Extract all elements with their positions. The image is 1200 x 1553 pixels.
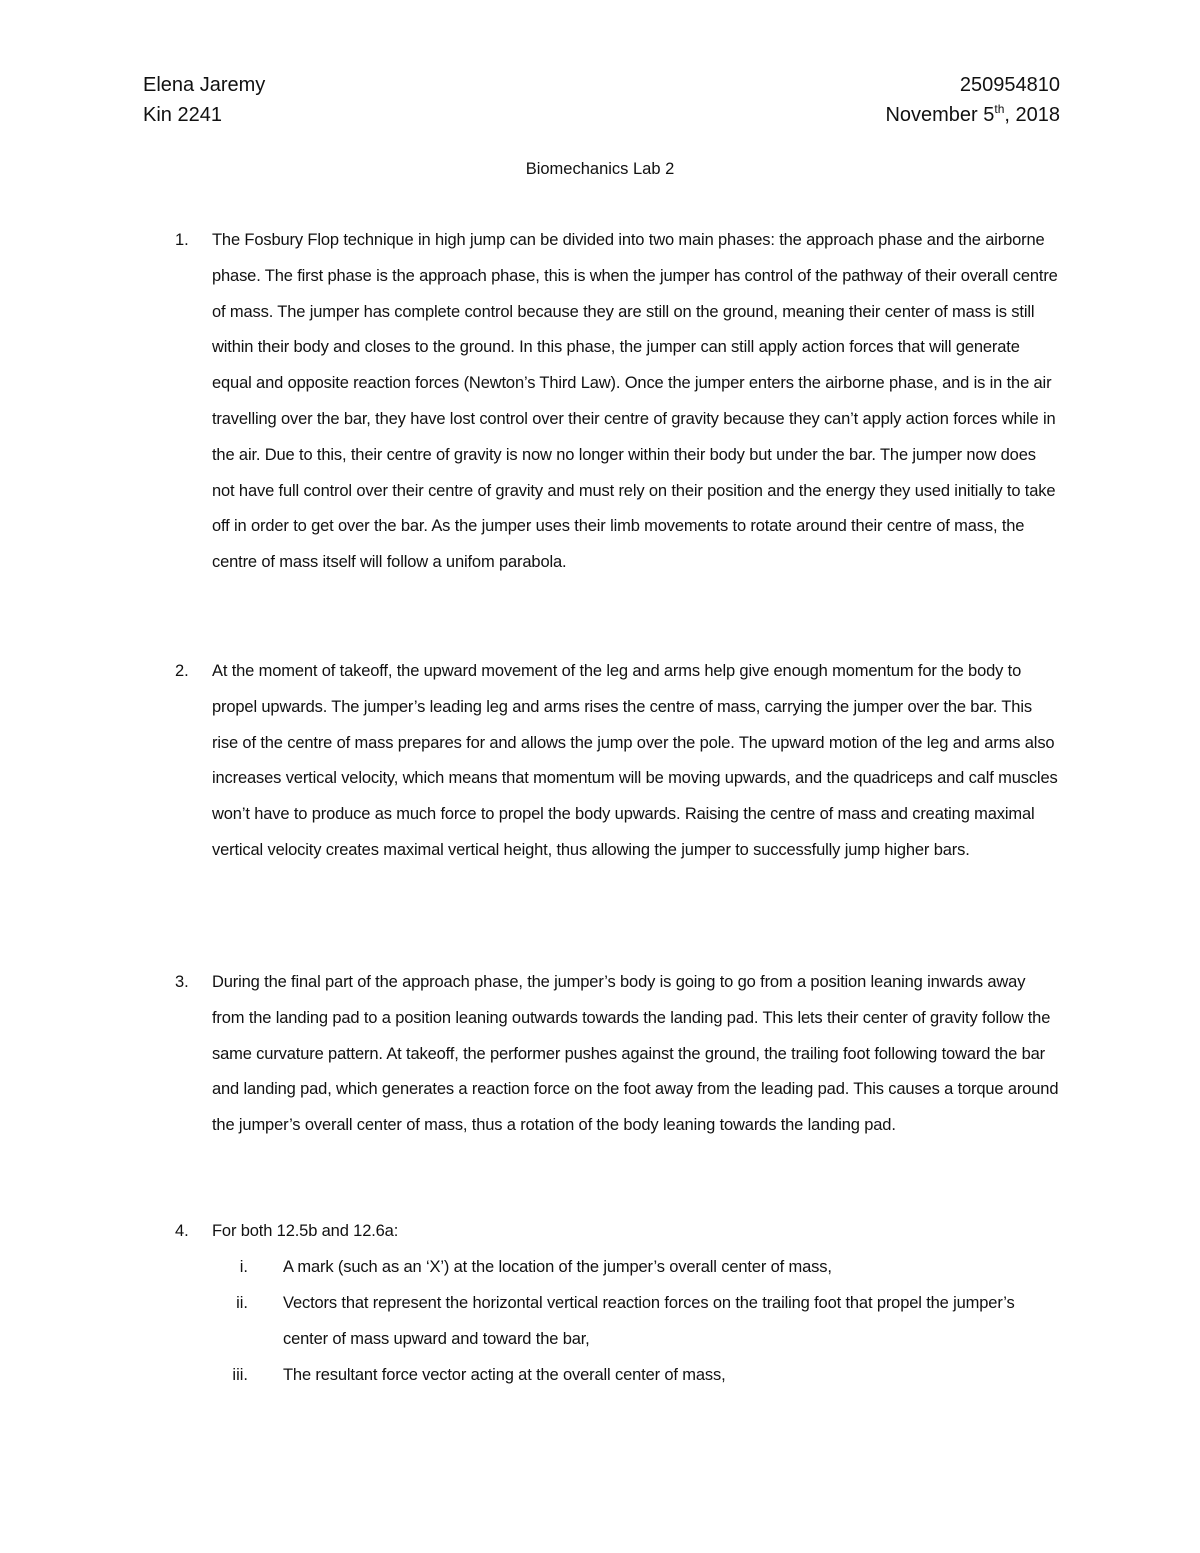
list-item-text: The Fosbury Flop technique in high jump can be divided into two main phases: the approach phase and the airborne phase. The first phase is the approach phase, this is when the jumper has control of the pathway of their overall centre of mass. The jumper has complete control because they are still on the ground, meaning their center of mass is still within their body and closes to the ground. In this phase, the jumper can still apply action forces that will generate equal and opposite reaction forces (Newton’s Third Law). Once the jumper enters the airborne phase, and is in the air travelling over the bar, they have lost control over their centre of gravity because they can’t apply action forces while in the air. Due to this, their centre of gravity is now no longer within their body but under the bar. The jumper now does not have full control over their centre of gravity and must rely on their position and the energy they used initially to take off in order to get over the bar. As the jumper uses their limb movements to rotate around their centre of mass, the centre of mass itself will follow a unifom parabola. [212, 231, 1058, 572]
document-title: Biomechanics Lab 2 [525, 160, 675, 178]
list-item-text: For both 12.5b and 12.6a: [212, 1222, 399, 1240]
sub-list-item-text: A mark (such as an ‘X’) at the location of the jumper’s overall center of mass, [283, 1258, 832, 1276]
submission-date [885, 100, 1060, 130]
list-item-number: 3. [175, 973, 189, 991]
date-prefix: November 5 [885, 104, 995, 126]
student-id: 250954810 [959, 74, 1060, 96]
sub-list-item-number: iii. [232, 1366, 248, 1384]
author-name: Elena Jaremy [143, 74, 266, 96]
list-item-number: 1. [175, 231, 189, 249]
header-right [885, 70, 1060, 130]
date-superscript: th [994, 102, 1005, 116]
list-item-text: At the moment of takeoff, the upward movement of the leg and arms help give enough momentum for the body to propel upwards. The jumper’s leading leg and arms rises the centre of mass, carrying the jumper over the bar. This rise of the centre of mass prepares for and allows the jump over the pole. The upward motion of the leg and arms also increases vertical velocity, which means that momentum will be moving upwards, and the quadriceps and calf muscles won’t have to produce as much force to propel the body upwards. Raising the centre of mass and creating maximal vertical velocity creates maximal vertical height, thus allowing the jumper to successfully jump higher bars. [212, 662, 1058, 859]
sub-list-item-number: i. [239, 1258, 248, 1276]
sub-list-item-number: ii. [236, 1294, 248, 1312]
list-item-number: 2. [175, 662, 189, 680]
date-suffix: , 2018 [1004, 104, 1060, 126]
course-code: Kin 2241 [143, 104, 222, 126]
list-item-number: 4. [175, 1222, 189, 1240]
header-left [143, 70, 265, 130]
sub-list-item-text: Vectors that represent the horizontal vertical reaction forces on the trailing foot that propel the jumper’s center of mass upward and toward the bar, [283, 1294, 1015, 1348]
list-item-text: During the final part of the approach phase, the jumper’s body is going to go from a position leaning inwards away from the landing pad to a position leaning outwards towards the landing pad. This lets their center of gravity follow the same curvature pattern. At takeoff, the performer pushes against the ground, the trailing foot following toward the bar and landing pad, which generates a reaction force on the foot away from the leading pad. This causes a torque around the jumper’s overall center of mass, thus a rotation of the body leaning towards the landing pad. [212, 973, 1059, 1135]
sub-list-item-text: The resultant force vector acting at the overall center of mass, [283, 1366, 726, 1384]
